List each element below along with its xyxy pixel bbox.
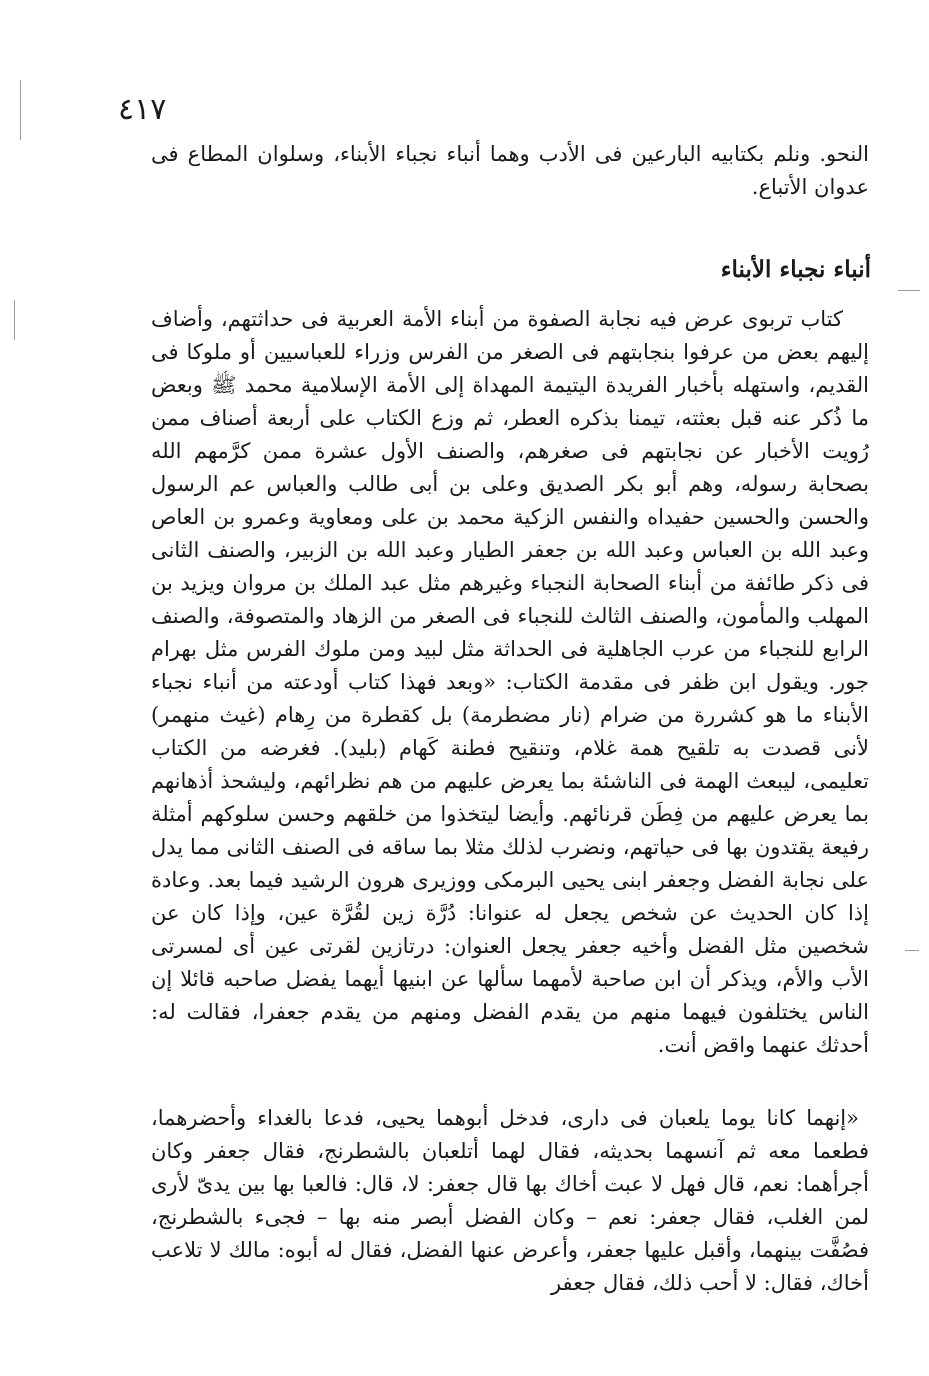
scan-edge-mark — [14, 300, 15, 340]
scan-edge-mark — [898, 290, 920, 291]
main-paragraph: كتاب تربوى عرض فيه نجابة الصفوة من أبناء الأمة العربية فى حداثتهم، وأضاف إليهم بعض من عرفوا بنجابتهم فى الصغر من الفرس وزراء للعباسيين أو ملوكا فى القديم، واستهله بأخبار الفريدة اليتيمة المهداة إلى الأمة الإسلامية محمد ﷺ وبعض ما ذُكر عنه قبل بعثته، تيمنا بذكره العطر، ثم وزع الكتاب على أربعة أصناف ممن رُويت الأخبار عن نجابتهم فى صغرهم، والصنف الأول عشرة ممن كرَّمهم الله بصحابة رسوله، وهم أبو بكر الصديق وعلى بن أبى طالب والعباس عم الرسول والحسن والحسين حفيداه والنفس الزكية محمد بن على ومعاوية وعمرو بن العاص وعبد الله بن العباس وعبد الله بن جعفر الطيار وعبد الله بن الزبير، والصنف الثانى فى ذكر طائفة من أبناء الصحابة النجباء وغيرهم مثل عبد الملك بن مروان ويزيد بن المهلب والمأمون، والصنف الثالث للنجباء فى الصغر من الزهاد والمتصوفة، والصنف الرابع للنجباء من عرب الجاهلية فى الحداثة مثل لبيد ومن ملوك الفرس مثل بهرام جور. ويقول ابن ظفر فى مقدمة الكتاب: «وبعد فهذا كتاب أودعته من أنباء نجباء الأبناء ما هو كشررة من ضرام (نار مضطرمة) بل كقطرة من رِهام (غيث منهمر) لأنى قصدت به تلقيح همة غلام، وتنقيح فطنة كَهام (بليد). فغرضه من الكتاب تعليمى، ليبعث الهمة فى الناشئة بما يعرض عليهم من هم نظرائهم، وليشحذ أذهانهم بما يعرض عليهم من فِطَن قرنائهم. وأيضا ليتخذوا من خلقهم وحسن سلوكهم أمثلة رفيعة يقتدون بها فى حياتهم، ونضرب لذلك مثلا بما ساقه فى الصنف الثانى مما يدل على نجابة الفضل وجعفر ابنى يحيى البرمكى ووزيرى هرون الرشيد فيما بعد. وعادة إذا كان الحديث عن شخص يجعل له عنوانا: دُرَّة زين لقُرَّة عين، وإذا كان عن شخصين مثل الفضل وأخيه جعفر يجعل العنوان: درتازين لقرتى عين أى لمسرتى الأب والأم، ويذكر أن ابن صاحبة لأمهما سألها عن ابنيها أيهما يفضل صاحبه قائلا إن الناس يختلفون فيهما منهم من يقدم الفضل ومنهم من يقدم جعفرا، فقالت له: أحدثك عنهما واقض أنت. — [151, 307, 870, 1057]
intro-text-block — [151, 138, 869, 204]
quote-text-block — [151, 1102, 869, 1300]
section-heading: أنباء نجباء الأبناء — [720, 256, 871, 283]
intro-paragraph: النحو. ونلم بكتابيه البارعين فى الأدب وهما أنباء نجباء الأبناء، وسلوان المطاع فى عدوان الأتباع. — [151, 142, 869, 199]
page-number: ٤١٧ — [118, 92, 167, 127]
scan-edge-mark — [905, 950, 919, 951]
quote-paragraph: «إنهما كانا يوما يلعبان فى دارى، فدخل أبوهما يحيى، فدعا بالغداء وأحضرهما، فطعما معه ثم آنسهما بحديثه، فقال لهما أتلعبان بالشطرنج، فقال جعفر وكان أجرأهما: نعم، قال فهل لا عبت أخاك بها قال جعفر: لا، قال: فالعبا بها بين يدىّ لأرى لمن الغلب، فقال جعفر: نعم – وكان الفضل أبصر منه بها – فجىء بالشطرنج، فصُفَّت بينهما، وأقبل عليها جعفر، وأعرض عنها الفضل، فقال له أبوه: مالك لا تلاعب أخاك، فقال: لا أحب ذلك، فقال جعفر — [151, 1106, 869, 1295]
scan-edge-mark — [20, 80, 21, 140]
main-text-block — [151, 303, 869, 1062]
